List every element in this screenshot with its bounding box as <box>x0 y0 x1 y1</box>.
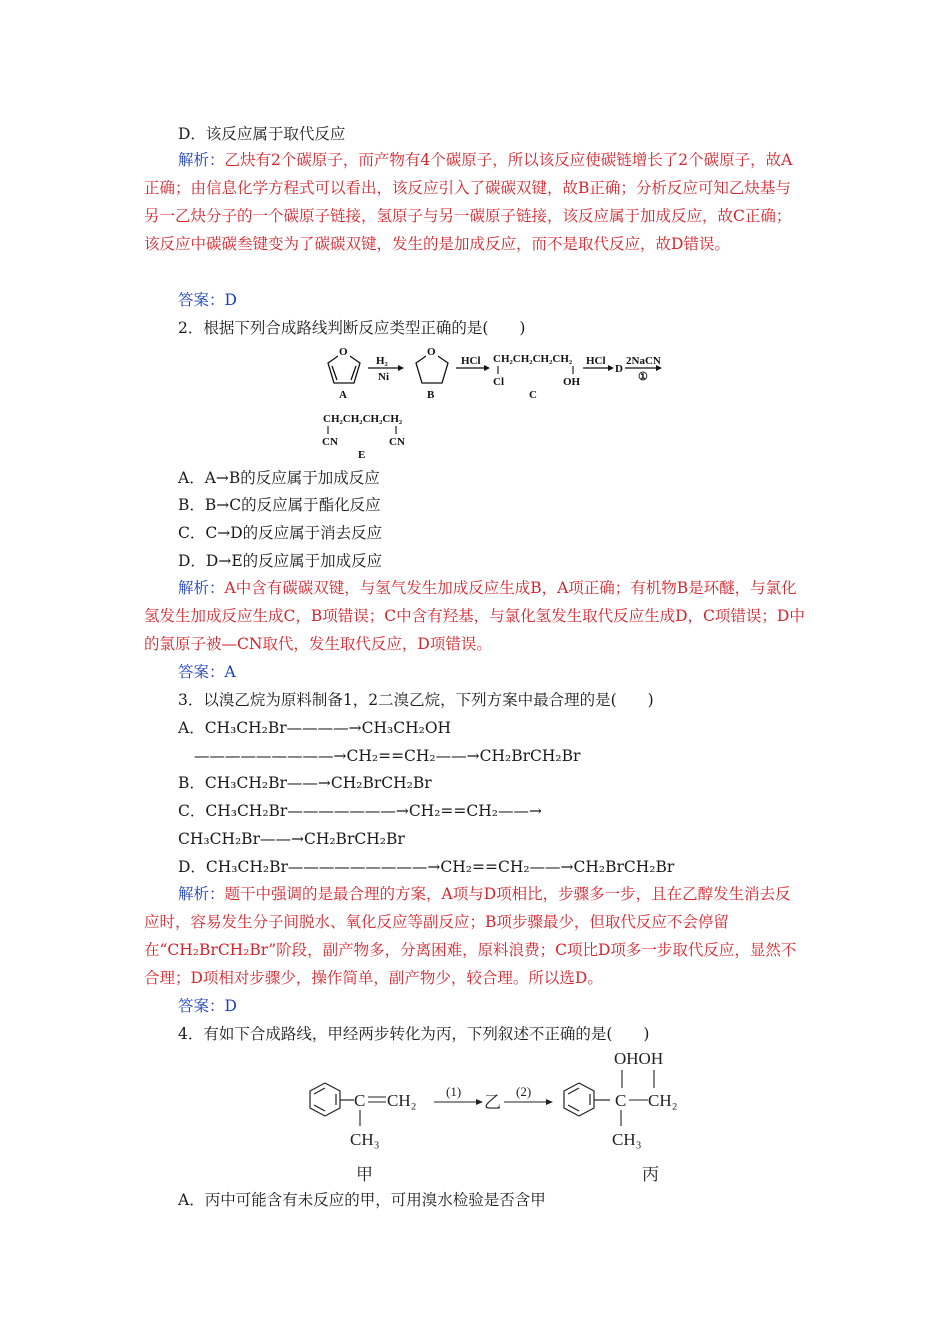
bing-ch3: CH₃ <box>612 1130 642 1149</box>
q3-answer <box>178 996 237 1016</box>
q3-option-c-line1: C．CH₃CH₂Br———————→CH₂==CH₂——→ <box>178 802 542 820</box>
q3-option-b: B．CH₃CH₂Br——→CH₂BrCH₂Br <box>178 774 432 792</box>
analysis-label: 解析： <box>178 579 225 597</box>
step-2: (2) <box>516 1084 532 1099</box>
bing-ohoh: OHOH <box>614 1049 664 1068</box>
analysis-label: 解析： <box>178 151 225 169</box>
label-b: B <box>427 389 435 401</box>
q3-option-c-line2: CH₃CH₂Br——→CH₂BrCH₂Br <box>178 830 405 848</box>
intermediate-d: D <box>615 363 623 375</box>
q4-stem: 4．有如下合成路线，甲经两步转化为丙，下列叙述不正确的是( ) <box>178 1025 650 1043</box>
label-e: E <box>358 449 366 461</box>
furan-oxygen: O <box>339 346 348 358</box>
intermediate-yi: 乙 <box>484 1093 501 1112</box>
reagent-hcl-2: HCl <box>586 355 606 367</box>
answer-label: 答案： <box>178 997 225 1015</box>
step-1: (1) <box>446 1084 462 1099</box>
answer-label: 答案： <box>178 291 225 309</box>
q2-option-a: A．A→B的反应属于加成反应 <box>178 469 380 487</box>
bing-carbon: C <box>615 1091 627 1110</box>
e-cyano-2: CN <box>389 436 405 448</box>
q1-answer <box>178 290 237 310</box>
analysis-label: 解析： <box>178 885 225 903</box>
reagent-nacn: 2NaCN <box>626 355 661 367</box>
analysis-text: A中含有碳碳双键，与氢气发生加成反应生成B，A项正确；有机物B是环醚，与氯化氢发生加成反应生成C，B项错误；C中含有羟基，与氯化氢发生取代反应生成D，C项错误；D中的氯原子被—CN取代，发生取代反应，D项错误。 <box>144 579 805 653</box>
label-bing: 丙 <box>642 1165 659 1184</box>
c-chain: CH₂CH₂CH₂CH₂ <box>493 353 573 365</box>
q3-analysis <box>144 880 806 992</box>
answer-label: 答案： <box>178 663 225 681</box>
thf-oxygen: O <box>427 346 436 358</box>
c-chlorine: Cl <box>493 376 504 388</box>
q3-option-a-line2: —————————→CH₂==CH₂——→CH₂BrCH₂Br <box>194 747 581 765</box>
catalyst-ni: Ni <box>378 371 389 383</box>
answer-value: A <box>224 663 236 681</box>
answer-value: D <box>224 291 237 309</box>
jia-ch3: CH₃ <box>350 1130 380 1149</box>
q2-synthesis-scheme <box>318 340 738 461</box>
benzene-ring-bing <box>564 1083 610 1116</box>
label-a: A <box>339 389 347 401</box>
q2-analysis <box>144 574 806 658</box>
analysis-text: 乙炔有2个碳原子，而产物有4个碳原子，所以该反应使碳链增长了2个碳原子，故A正确；由信息化学方程式可以看出，该反应引入了碳碳双键，故B正确；分析反应可知乙炔基与另一乙炔分子的一个碳原子链接，氢原子与另一碳原子链接，该反应属于加成反应，故C正确；该反应中碳碳叁键变为了碳碳双键，发生的是加成反应，而不是取代反应，故D错误。 <box>144 151 793 253</box>
q3-option-a-line1: A．CH₃CH₂Br————→CH₃CH₂OH <box>178 719 452 737</box>
q2-option-d: D．D→E的反应属于加成反应 <box>178 552 383 570</box>
q2-stem: 2．根据下列合成路线判断反应类型正确的是( ) <box>178 319 526 337</box>
q1-analysis <box>144 146 806 258</box>
q2-option-b: B．B→C的反应属于酯化反应 <box>178 496 381 514</box>
q2-answer <box>178 662 236 682</box>
benzene-ring-jia <box>310 1083 354 1116</box>
step-number: ① <box>638 371 648 383</box>
jia-carbon: C <box>354 1091 366 1110</box>
label-jia: 甲 <box>356 1165 373 1184</box>
q3-option-d: D．CH₃CH₂Br—————————→CH₂==CH₂——→CH₂BrCH₂Br <box>178 858 675 876</box>
q1-option-d: D．该反应属于取代反应 <box>178 125 346 143</box>
c-hydroxyl: OH <box>563 376 581 388</box>
q4-synthesis-scheme <box>292 1046 712 1186</box>
reagent-hcl-1: HCl <box>461 355 481 367</box>
answer-value: D <box>224 997 237 1015</box>
q3-stem: 3．以溴乙烷为原料制备1，2二溴乙烷，下列方案中最合理的是( ) <box>178 691 654 709</box>
e-cyano-1: CN <box>322 436 338 448</box>
label-c: C <box>529 389 537 401</box>
analysis-text: 题干中强调的是最合理的方案，A项与D项相比，步骤多一步，且在乙醇发生消去反应时，容易发生分子间脱水、氧化反应等副反应；B项步骤最少，但取代反应不会停留在“CH₂BrCH₂Br”阶段，副产物多，分离困难，原料浪费；C项比D项多一步取代反应，显然不合理；D项相对步骤少，操作简单，副产物少，较合理。所以选D。 <box>144 885 797 987</box>
jia-ch2: CH₂ <box>387 1091 417 1110</box>
e-chain: CH₂CH₂CH₂CH₂ <box>323 413 403 425</box>
q4-option-a: A．丙中可能含有未反应的甲，可用溴水检验是否含甲 <box>178 1191 546 1209</box>
reagent-h2: H₂ <box>376 355 388 367</box>
bing-ch2: CH₂ <box>648 1091 678 1110</box>
q2-option-c: C．C→D的反应属于消去反应 <box>178 524 383 542</box>
